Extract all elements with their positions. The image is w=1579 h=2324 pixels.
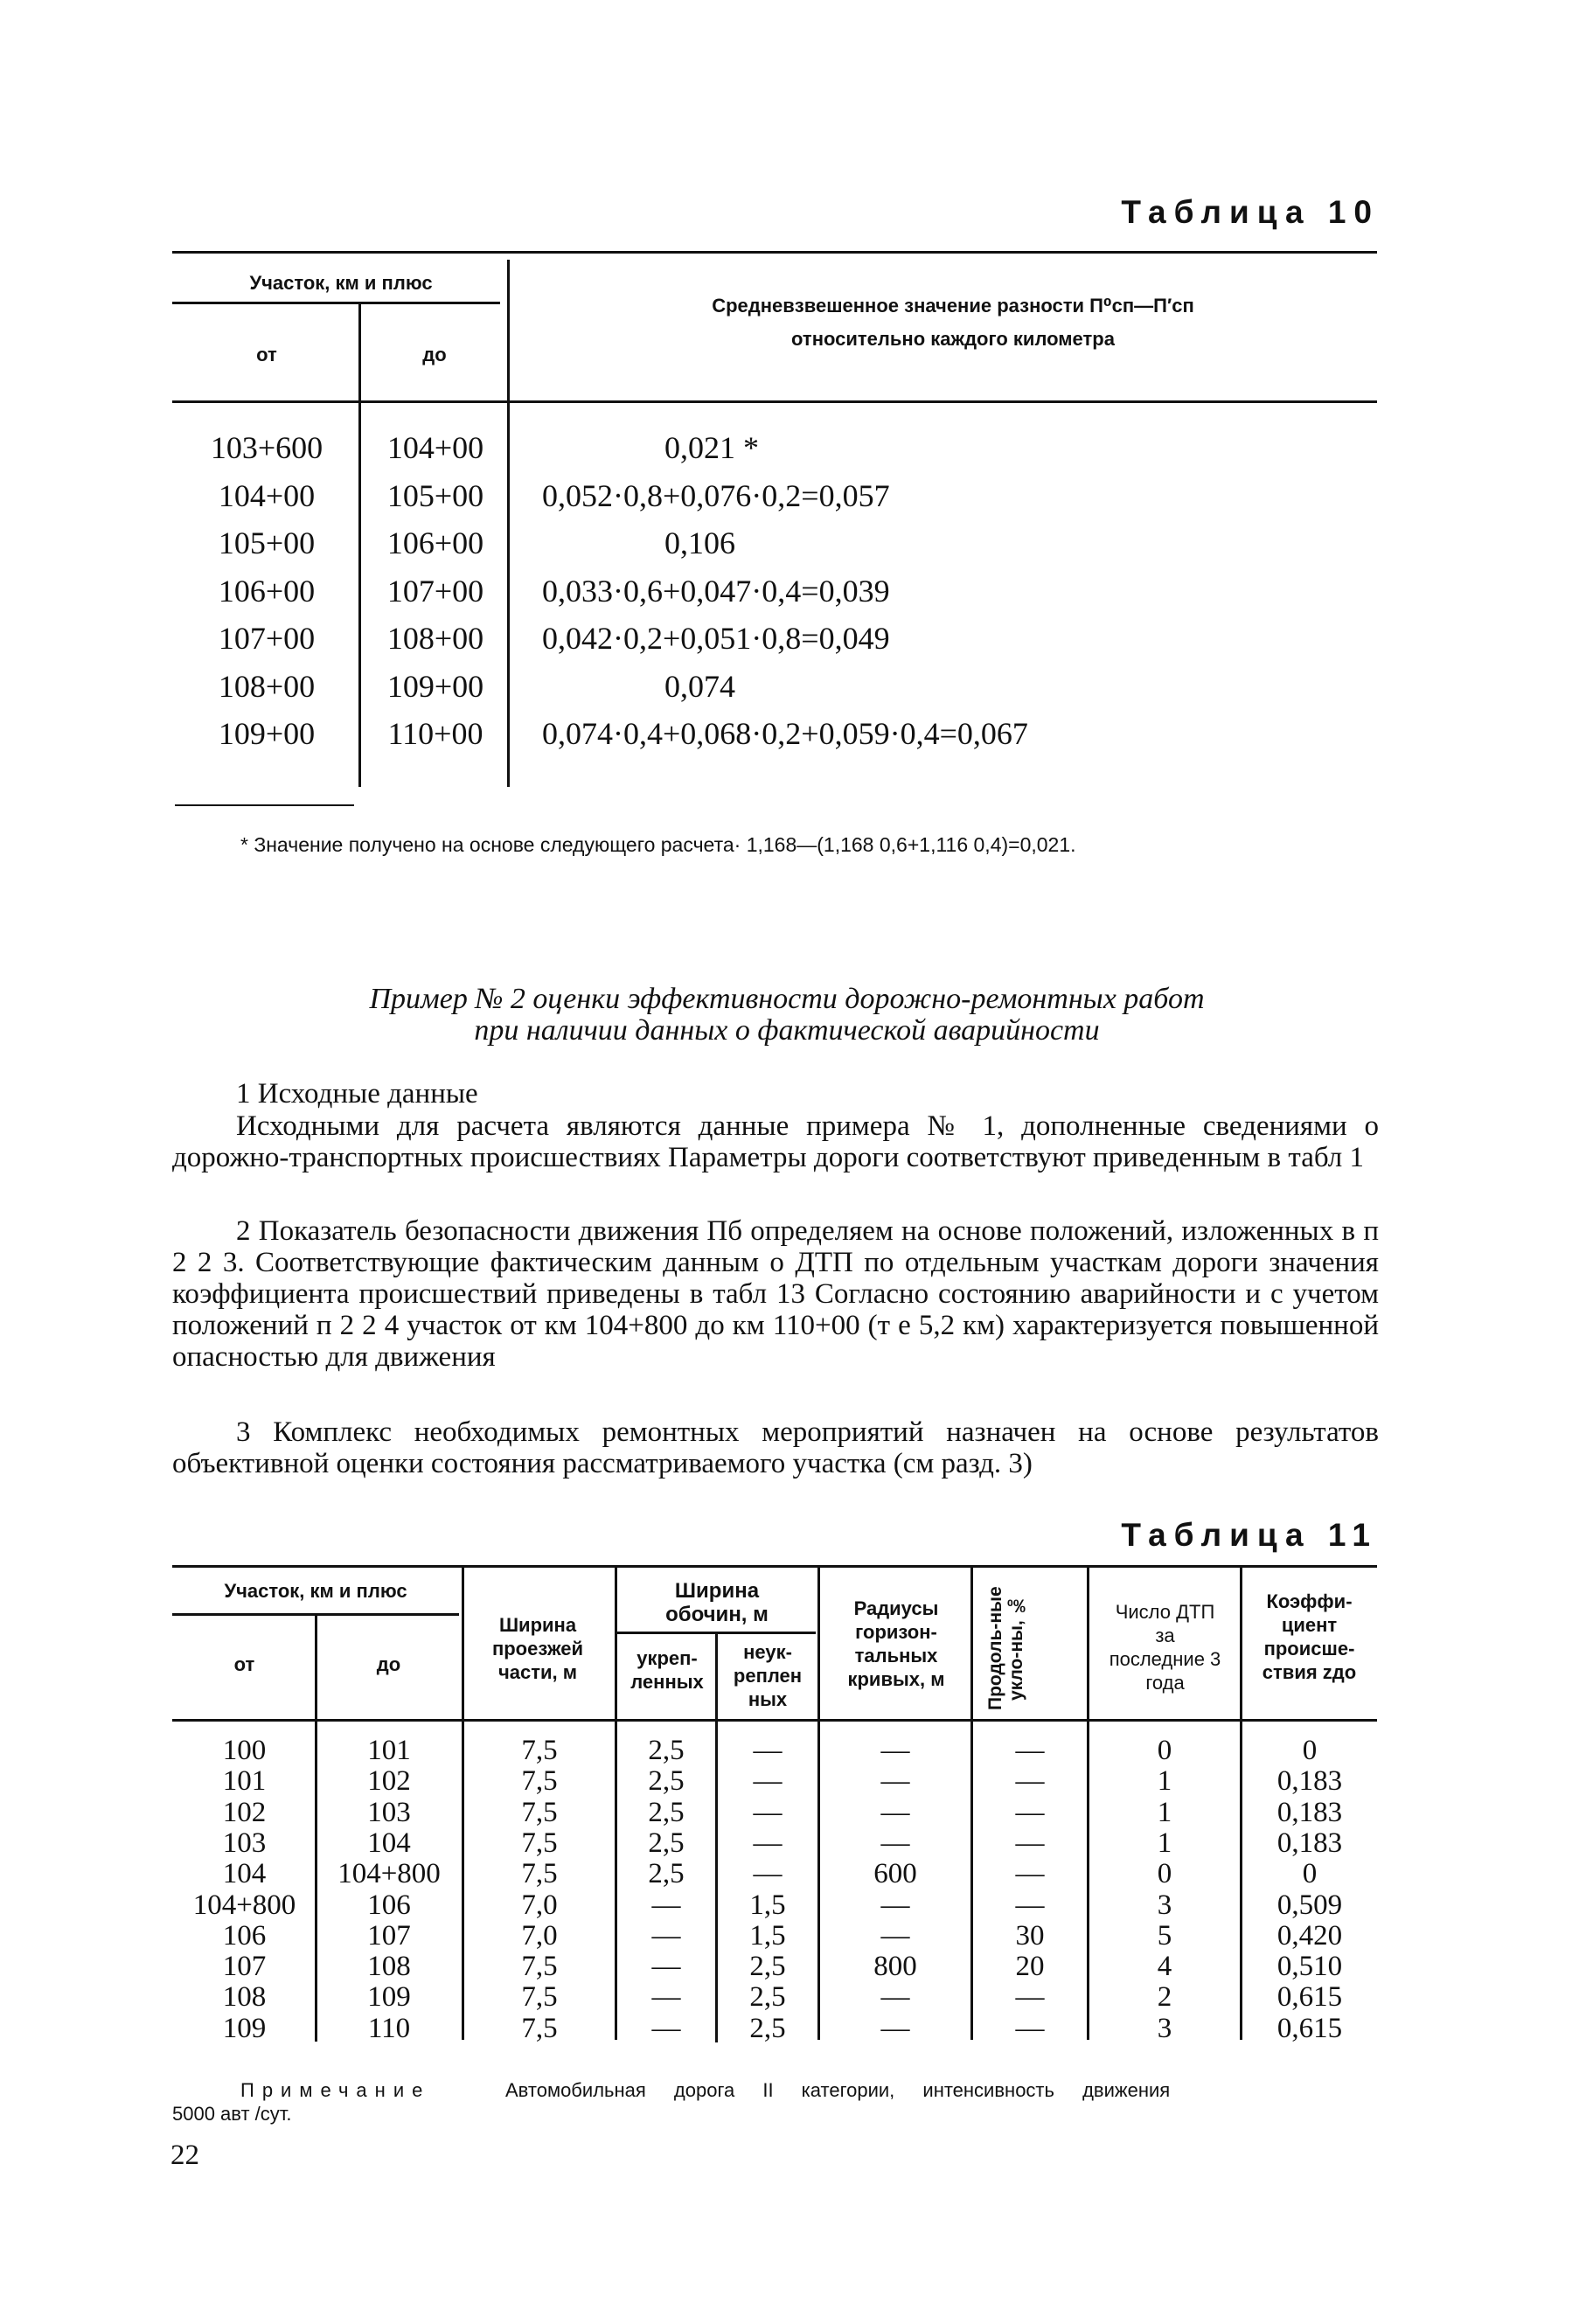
table11-note-line2: 5000 авт /сут.	[172, 2103, 292, 2125]
table11-row-slope: —	[1015, 1889, 1045, 1921]
table10-row-to: 108+00	[386, 621, 484, 656]
table10-row-value: 0,052·0,8+0,076·0,2=0,057	[542, 478, 890, 513]
table10-row-value: 0,074	[664, 669, 735, 704]
table11-row-from: 107	[222, 1951, 267, 1982]
table10-row-to: 107+00	[386, 574, 484, 609]
table10-row-value: 0,033·0,6+0,047·0,4=0,039	[542, 574, 890, 609]
table11-row-radius: —	[880, 1797, 910, 1828]
table11-row-to: 103	[367, 1797, 411, 1828]
table11-row-coef: 0	[1302, 1858, 1318, 1889]
table10-row-value: 0,021 *	[664, 430, 759, 465]
table11-row-accidents: 4	[1157, 1951, 1172, 1982]
table11-row-unreinforced: 2,5	[749, 1951, 786, 1982]
table11-row-unreinforced: 1,5	[749, 1920, 786, 1952]
table11-row-accidents: 5	[1157, 1920, 1172, 1952]
example-title-line1: Пример № 2 оценки эффективности дорожно-ремонтных работ	[369, 983, 1205, 1015]
table11-head-to: до	[376, 1653, 401, 1675]
table10-head-value-line1: Средневзвешенное значение разности П⁰сп—П′сп	[712, 295, 1194, 317]
table11-row-unreinforced: —	[753, 1797, 783, 1828]
table10-row-to: 110+00	[387, 716, 483, 751]
table11-row-to: 107	[367, 1920, 411, 1952]
table11-row-radius: —	[880, 1735, 910, 1766]
table10-row-to: 106+00	[386, 525, 484, 560]
table11-row-to: 108	[367, 1951, 411, 1982]
table11-row-radius: —	[880, 1920, 910, 1952]
table10-row-from: 105+00	[218, 525, 316, 560]
table10-row-to: 105+00	[386, 478, 484, 513]
table11-row-from: 108	[222, 1981, 267, 2013]
table11-row-coef: 0,183	[1276, 1797, 1343, 1828]
table11-row-to: 101	[367, 1735, 411, 1766]
table11-row-accidents: 0	[1157, 1858, 1172, 1889]
table11-row-coef: 0,183	[1276, 1827, 1343, 1859]
table11-row-accidents: 2	[1157, 1981, 1172, 2013]
table11-head-accidents: Число ДТП за последние 3 года	[1109, 1601, 1221, 1694]
table10-head-to: до	[422, 344, 447, 365]
table11-row-accidents: 3	[1157, 1889, 1172, 1921]
table11-row-reinforced: —	[651, 1920, 681, 1952]
table11-row-reinforced: 2,5	[648, 1858, 685, 1889]
table11-row-radius: —	[880, 1889, 910, 1921]
table11-row-reinforced: 2,5	[648, 1765, 685, 1797]
table11-row-radius: —	[880, 2013, 910, 2044]
table11-head-from: от	[233, 1653, 255, 1675]
table11-row-coef: 0	[1302, 1735, 1318, 1766]
table11-row-coef: 0,510	[1276, 1951, 1343, 1982]
table10-row-from: 103+600	[210, 430, 323, 465]
table11-note-label: Примечание	[240, 2079, 431, 2101]
paragraph-3-text: 3 Комплекс необходимых ремонтных мероприятий назначен на основе результатов объективной оценки состояния рассматриваемого участка (см разд. 3)	[172, 1416, 1379, 1479]
table11-row-from: 101	[222, 1765, 267, 1797]
table11-row-width: 7,0	[521, 1920, 558, 1952]
table11-head-reinforced: укреп-ленных	[630, 1647, 704, 1693]
table10-head-bottom-rule	[172, 400, 1377, 403]
table10-row-from: 104+00	[218, 478, 316, 513]
table11-row-coef: 0,615	[1276, 1981, 1343, 2013]
table11-head-radius: Радиусы горизон-тальных кривых, м	[847, 1597, 945, 1690]
example-title-line2: при наличии данных о фактической аварийности	[474, 1014, 1100, 1047]
table11-row-width: 7,0	[521, 1889, 558, 1921]
table10-row-to: 104+00	[386, 430, 484, 465]
table11-row-to: 106	[367, 1889, 411, 1921]
table11-row-unreinforced: —	[753, 1827, 783, 1859]
table10-row-value: 0,042·0,2+0,051·0,8=0,049	[542, 621, 890, 656]
table11-row-width: 7,5	[521, 1858, 558, 1889]
table11-row-coef: 0,509	[1276, 1889, 1343, 1921]
paragraph-1-text: Исходными для расчета являются данные примера № 1, дополненные сведениями о дорожно-транспортных происшествиях Параметры дороги соответствуют приведенным в табл 1	[172, 1110, 1379, 1173]
table11-row-accidents: 1	[1157, 1765, 1172, 1797]
table10-footnote: * Значение получено на основе следующего расчета· 1,168—(1,168 0,6+1,116 0,4)=0,021.	[240, 833, 1076, 856]
table10-row-to: 109+00	[386, 669, 484, 704]
paragraph-2-text: 2 Показатель безопасности движения Пб определяем на основе положений, изложенных в п 2 2 3. Соответствующие фактическим данным о ДТП по отдельным участкам дороги значения коэффициента происшествий приведены в табл 13 Согласно состоянию аварийности и с учетом положений п 2 2 4 участок от км 104+800 до км 110+00 (т е 5,2 км) характеризуется повышенной опасностью для движения	[172, 1215, 1379, 1373]
table11-row-from: 106	[222, 1920, 267, 1952]
table10-row-from: 106+00	[218, 574, 316, 609]
table10-head-value-line2: относительно каждого километра	[791, 328, 1115, 350]
table11-row-radius: —	[880, 1827, 910, 1859]
table11-row-slope: —	[1015, 1858, 1045, 1889]
table10-row-value: 0,106	[664, 525, 735, 560]
table10-head-section: Участок, км и плюс	[249, 272, 433, 294]
table11-head-width: Ширина проезжей части, м	[491, 1614, 584, 1683]
table10-row-from: 109+00	[218, 716, 316, 751]
table11-row-width: 7,5	[521, 1951, 558, 1982]
table10-caption: Таблица 10	[1121, 194, 1380, 230]
table11-row-accidents: 0	[1157, 1735, 1172, 1766]
table11-row-reinforced: 2,5	[648, 1735, 685, 1766]
table11-top-rule	[172, 1565, 1377, 1568]
table11-row-slope: —	[1015, 1735, 1045, 1766]
table11-row-unreinforced: —	[753, 1735, 783, 1766]
table11-caption: Таблица 11	[1121, 1517, 1378, 1553]
table11-row-width: 7,5	[521, 1797, 558, 1828]
table11-row-coef: 0,183	[1276, 1765, 1343, 1797]
table10-row-from: 107+00	[218, 621, 316, 656]
table11-row-slope: —	[1015, 1797, 1045, 1828]
table10-col-divider-1	[358, 302, 361, 787]
table11-row-radius: —	[880, 1981, 910, 2013]
table11-head-coef: Коэффи-циент происше-ствия zдо	[1262, 1590, 1357, 1683]
table11-row-unreinforced: 1,5	[749, 1889, 786, 1921]
table11-row-reinforced: 2,5	[648, 1797, 685, 1828]
table11-row-radius: 600	[873, 1858, 917, 1889]
table11-row-unreinforced: 2,5	[749, 1981, 786, 2013]
table11-row-reinforced: 2,5	[648, 1827, 685, 1859]
table10-footnote-rule	[175, 804, 354, 806]
table11-row-from: 100	[222, 1735, 267, 1766]
table11-row-coef: 0,615	[1276, 2013, 1343, 2044]
table11-row-radius: 800	[873, 1951, 917, 1982]
table10-col-divider-2	[507, 260, 510, 787]
table11-note-text: Автомобильная дорога II категории, интенсивность движения	[505, 2079, 1171, 2101]
table10-row-value: 0,074·0,4+0,068·0,2+0,059·0,4=0,067	[542, 716, 1028, 751]
table11-row-reinforced: —	[651, 1889, 681, 1921]
page-number: 22	[170, 2140, 199, 2171]
table11-head-shoulders: Ширина обочин, м	[665, 1579, 769, 1626]
table11-row-coef: 0,420	[1276, 1920, 1343, 1952]
table11-row-width: 7,5	[521, 1981, 558, 2013]
table11-row-slope: 20	[1015, 1951, 1045, 1982]
table11-row-accidents: 1	[1157, 1797, 1172, 1828]
table11-row-radius: —	[880, 1765, 910, 1797]
table11-head-section: Участок, км и плюс	[224, 1580, 407, 1602]
table11-row-width: 7,5	[521, 1765, 558, 1797]
table11-row-from: 104	[222, 1858, 267, 1889]
table11-head-bottom-rule	[172, 1719, 1377, 1722]
table11-row-slope: —	[1015, 1981, 1045, 2013]
table11-row-reinforced: —	[651, 2013, 681, 2044]
table10-row-from: 108+00	[218, 669, 316, 704]
table11-row-from: 104+800	[192, 1889, 296, 1921]
table11-row-reinforced: —	[651, 1981, 681, 2013]
table11-row-width: 7,5	[521, 2013, 558, 2044]
table11-row-slope: —	[1015, 1765, 1045, 1797]
table11-row-accidents: 3	[1157, 2013, 1172, 2044]
table11-row-to: 102	[367, 1765, 411, 1797]
table11-row-slope: —	[1015, 2013, 1045, 2044]
table11-row-to: 104	[367, 1827, 411, 1859]
table11-row-from: 102	[222, 1797, 267, 1828]
table11-row-from: 103	[222, 1827, 267, 1859]
table10-head-subrule	[172, 302, 500, 304]
table11-row-unreinforced: —	[753, 1765, 783, 1797]
table11-row-unreinforced: —	[753, 1858, 783, 1889]
table11-row-reinforced: —	[651, 1951, 681, 1982]
table11-row-to: 109	[367, 1981, 411, 2013]
table10-head-from: от	[256, 344, 277, 365]
table11-row-unreinforced: 2,5	[749, 2013, 786, 2044]
table11-row-width: 7,5	[521, 1827, 558, 1859]
table11-head-unreinforced: неук-реплен ных	[733, 1641, 803, 1710]
table11-row-slope: —	[1015, 1827, 1045, 1859]
paragraph-1-heading: 1 Исходные данные	[236, 1078, 478, 1110]
table11-row-width: 7,5	[521, 1735, 558, 1766]
table11-row-accidents: 1	[1157, 1827, 1172, 1859]
table11-row-to: 104+800	[337, 1858, 441, 1889]
table10-top-rule	[172, 251, 1377, 254]
table11-row-from: 109	[222, 2013, 267, 2044]
table11-row-to: 110	[367, 2013, 411, 2044]
table11-row-slope: 30	[1015, 1920, 1045, 1952]
table11-head-slope: Продоль-ные укло-ны, ‰	[985, 1586, 1026, 1710]
